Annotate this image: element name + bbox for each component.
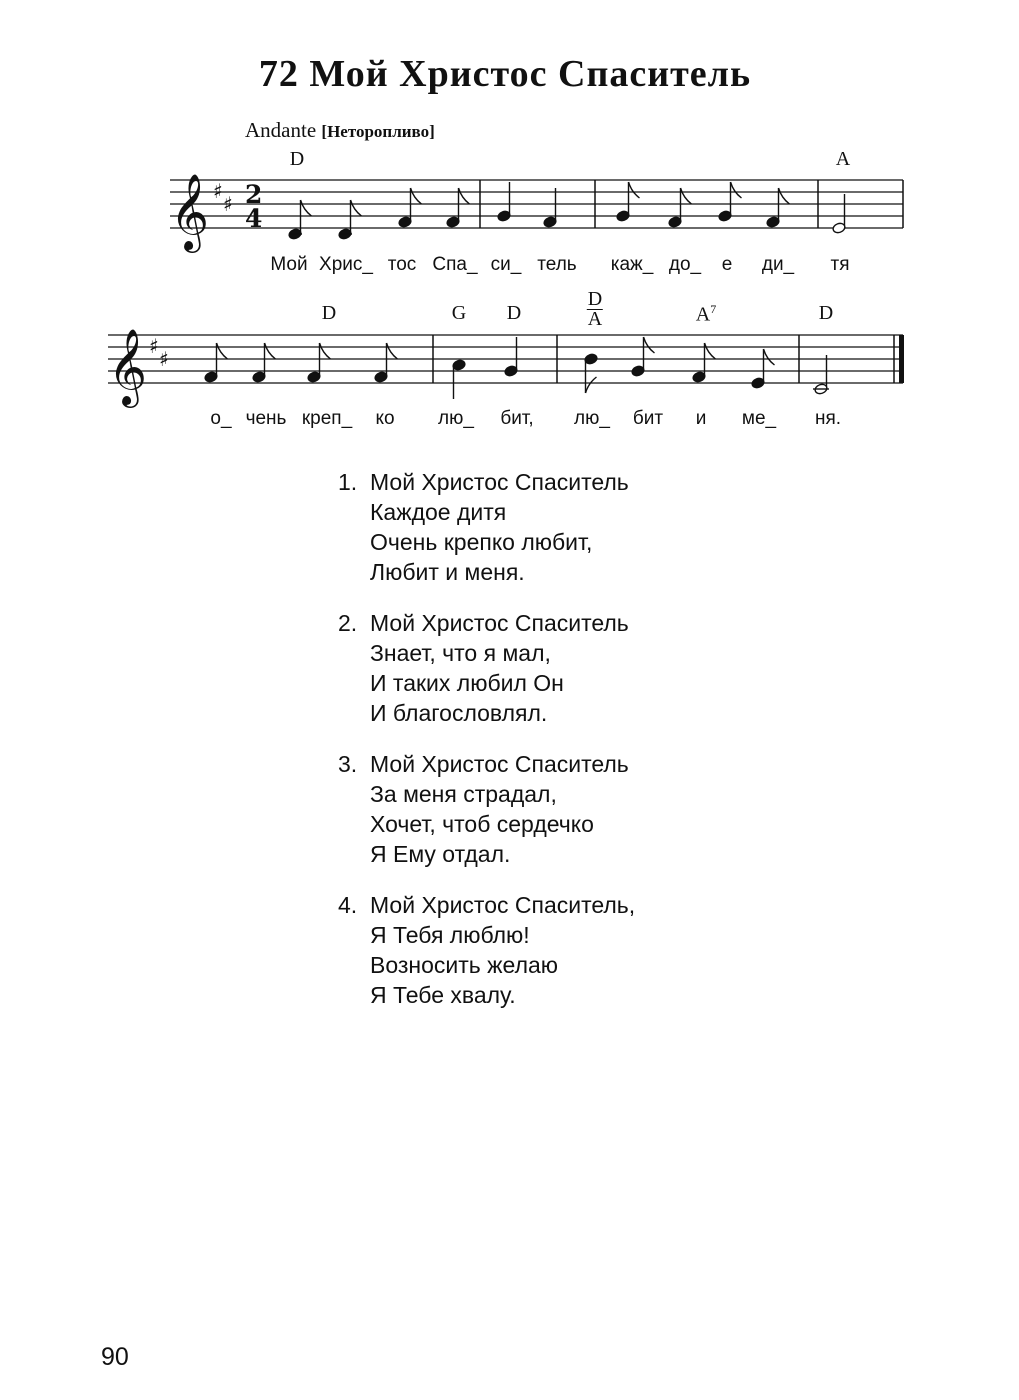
lyric-syllable: ко [375,408,395,429]
chord-symbol: D [818,302,834,324]
chord-symbol: D [321,302,337,324]
chord-symbol: D [289,148,305,170]
treble-clef-icon: 𝄞 [170,173,210,250]
verse-line: Мой Христос Спаситель [370,751,629,777]
time-signature: 2 [245,180,263,209]
tempo-russian: [Неторопливо] [321,122,435,141]
verse-line: Я Ему отдал. [370,841,511,867]
lyric-syllable: Спа_ [432,254,478,275]
verse-line: Хочет, чтоб сердечко [370,811,594,837]
lyric-syllable: Мой [270,254,308,275]
verse-line: И таких любил Он [370,670,564,696]
lyric-syllable: тель [537,254,577,275]
chord-symbol: $A^7$ [695,302,717,326]
lyric-syllable: Хрис_ [319,254,373,275]
lyric-syllable: бит, [500,408,534,429]
chord-symbol: A [835,148,851,170]
verse-line: Возносить желаю [370,952,559,978]
sharp-icon: ♯ [213,179,223,203]
verses [338,467,635,1031]
lyric-syllable: е [721,254,733,275]
verse-line: Я Тебя люблю! [370,922,530,948]
sharp-icon: ♯ [223,192,233,216]
verse-line: Я Тебе хвалу. [370,982,516,1008]
song-title: 72 Мой Христос Спаситель [258,53,752,95]
lyric-syllable: лю_ [574,408,610,429]
sharp-icon: ♯ [149,334,159,358]
verse-2 [338,608,635,728]
lyric-syllable: креп_ [301,408,353,429]
page-number: 90 [101,1343,129,1371]
chord-symbol: D [506,302,522,324]
time-signature: 4 [245,204,263,233]
verse-number: 4. [338,892,358,918]
chord-symbol: D [587,288,603,310]
verse-4 [338,890,635,1010]
lyric-syllable: ме_ [741,408,777,429]
verse-3 [338,749,635,869]
verse-number: 3. [338,751,358,777]
verse-line: Мой Христос Спаситель [370,469,629,495]
treble-clef-icon: 𝄞 [108,328,148,405]
chord-symbol: G [451,302,467,324]
verse-line: И благословлял. [370,700,548,726]
lyric-syllable: ня. [814,408,842,429]
lyric-syllable: каж_ [610,254,654,275]
verse-line: Очень крепко любит, [370,529,593,555]
verse-number: 2. [338,610,358,636]
lyric-syllable: тя [830,254,850,275]
lyric-syllable: си_ [490,254,522,275]
lyric-syllable: лю_ [438,408,474,429]
lyric-syllable: тос [387,254,417,275]
lyric-syllable: о_ [210,408,232,429]
chord-bass: A [587,308,603,330]
music-staff-1 [165,150,910,260]
tempo-marking [245,118,435,143]
lyric-syllable: до_ [668,254,702,275]
verse-line: Знает, что я мал, [370,640,551,666]
music-staff-2 [103,305,913,415]
tempo-italian: Andante [245,118,317,142]
lyric-syllable: ди_ [761,254,795,275]
verse-line: Мой Христос Спаситель, [370,892,636,918]
lyric-syllable: бит [632,408,664,429]
verse-line: Мой Христос Спаситель [370,610,629,636]
verse-1 [338,467,635,587]
sharp-icon: ♯ [159,347,169,371]
verse-number: 1. [338,469,358,495]
lyric-syllable: чень [245,408,287,429]
verse-line: Любит и меня. [370,559,525,585]
verse-line: Каждое дитя [370,499,507,525]
lyric-syllable: и [695,408,707,429]
verse-line: За меня страдал, [370,781,557,807]
